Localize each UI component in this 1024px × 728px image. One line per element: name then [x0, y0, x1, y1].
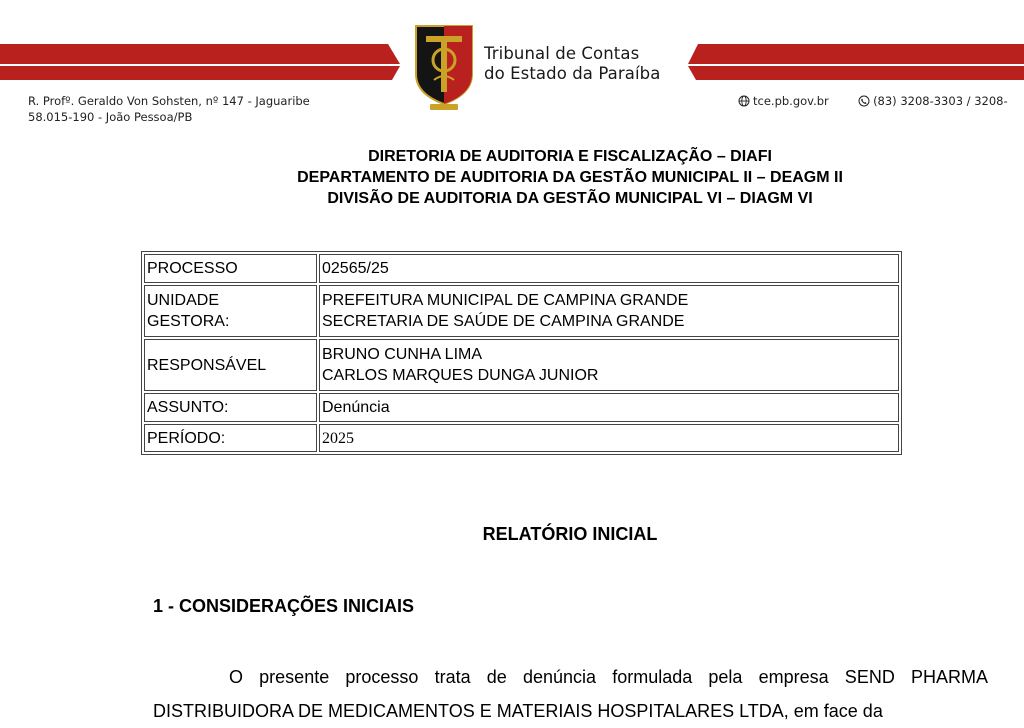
phone-contact[interactable]: [858, 93, 1008, 109]
org-name: [484, 44, 660, 84]
unidade-value: [319, 285, 899, 337]
responsavel-label: RESPONSÁVEL: [144, 339, 317, 391]
department-line-3: DIVISÃO DE AUDITORIA DA GESTÃO MUNICIPAL VI – DIAGM VI: [327, 190, 813, 207]
report-title: RELATÓRIO INICIAL: [482, 524, 658, 544]
address: [28, 93, 310, 125]
unidade-label-line2: GESTORA:: [147, 313, 230, 330]
periodo-value: 2025: [319, 424, 899, 452]
website-contact[interactable]: [738, 93, 829, 109]
department-line-1: DIRETORIA DE AUDITORIA E FISCALIZAÇÃO – DIAFI: [368, 148, 772, 165]
processo-value: 02565/25: [319, 254, 899, 283]
address-line1: R. Profº. Geraldo Von Sohsten, nº 147 - Jaguaribe: [28, 94, 310, 108]
globe-icon: [738, 95, 750, 107]
periodo-label: PERÍODO:: [144, 424, 317, 452]
department-heading: [150, 146, 990, 209]
section-title: 1 - CONSIDERAÇÕES INICIAIS: [153, 596, 415, 616]
header-band-left: [0, 44, 400, 84]
unidade-value-line2: SECRETARIA DE SAÚDE DE CAMPINA GRANDE: [322, 313, 685, 330]
address-line2: 58.015-190 - João Pessoa/PB: [28, 110, 193, 124]
website-text: tce.pb.gov.br: [753, 94, 829, 108]
unidade-label-line1: UNIDADE: [147, 292, 220, 309]
table-row-unidade: [144, 285, 899, 337]
phone-icon: [858, 95, 870, 107]
table-row-assunto: [144, 393, 899, 422]
header-band-right: [688, 44, 1024, 84]
responsavel-value: [319, 339, 899, 391]
unidade-label: [144, 285, 317, 337]
table-row-processo: [144, 254, 899, 283]
phone-text: (83) 3208-3303 / 3208-: [873, 94, 1008, 108]
table-row-responsavel: [144, 339, 899, 391]
assunto-label: ASSUNTO:: [144, 393, 317, 422]
org-name-line2: do Estado da Paraíba: [484, 64, 661, 83]
tce-crest-logo: [410, 20, 478, 112]
department-line-2: DEPARTAMENTO DE AUDITORIA DA GESTÃO MUNICIPAL II – DEAGM II: [297, 169, 843, 186]
org-name-line1: Tribunal de Contas: [484, 44, 640, 63]
processo-label: PROCESSO: [144, 254, 317, 283]
assunto-value: Denúncia: [319, 393, 899, 422]
responsavel-value-line2: CARLOS MARQUES DUNGA JUNIOR: [322, 367, 599, 384]
responsavel-value-line1: BRUNO CUNHA LIMA: [322, 346, 483, 363]
body-paragraph: O presente processo trata de denúncia formulada pela empresa SEND PHARMA DISTRIBUIDORA DE MEDICAMENTOS E MATERIAIS HOSPITALARES LTDA, em face da: [153, 667, 988, 721]
table-row-periodo: [144, 424, 899, 452]
unidade-value-line1: PREFEITURA MUNICIPAL DE CAMPINA GRANDE: [322, 292, 689, 309]
process-info-table: [141, 251, 902, 455]
contacts: [738, 93, 1008, 111]
